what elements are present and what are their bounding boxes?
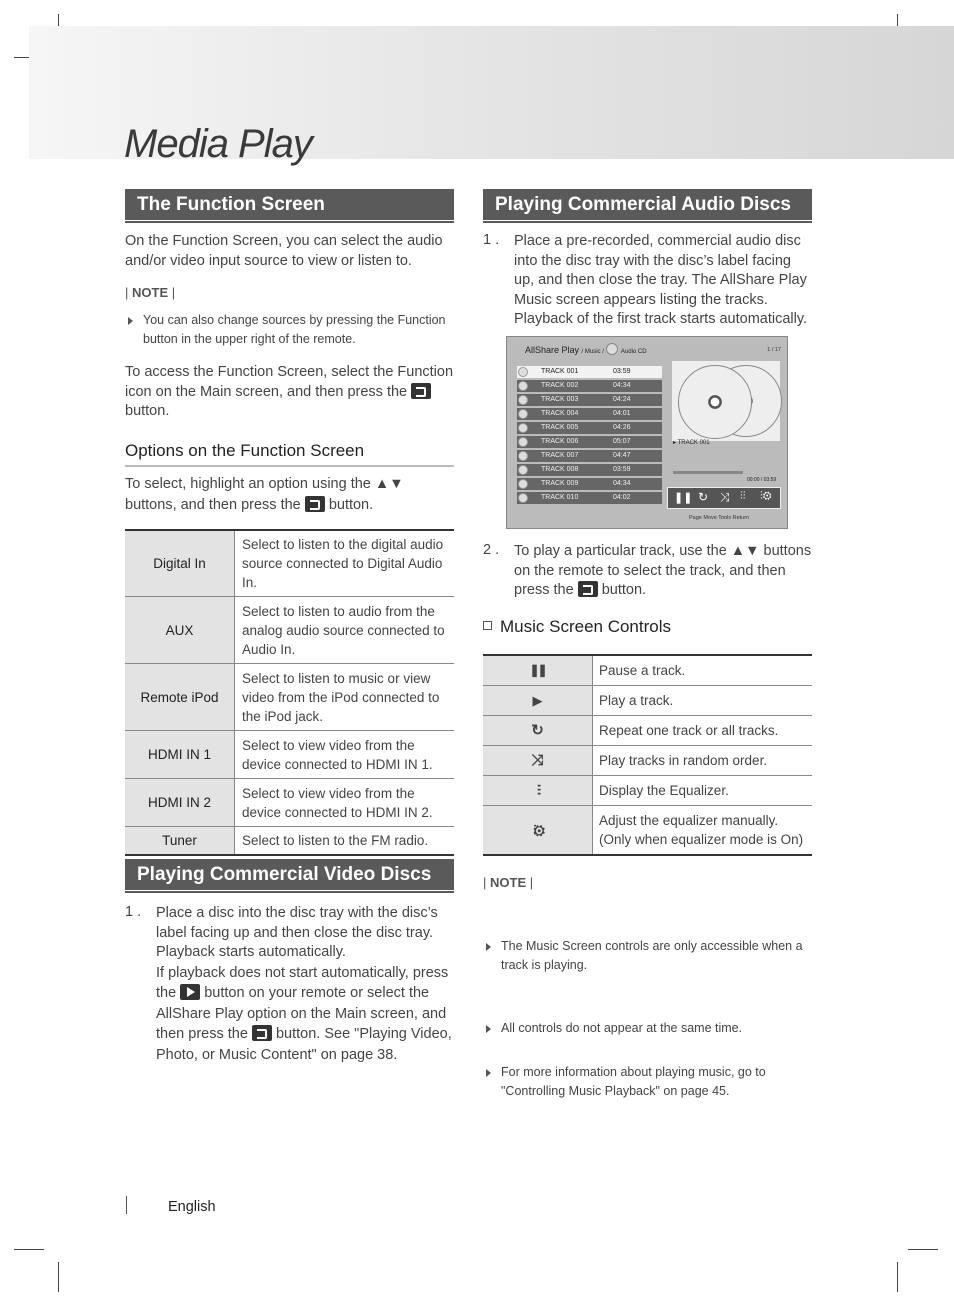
track-row[interactable]: [517, 366, 662, 378]
screenshot-footer: Page Move Tools Return: [689, 515, 750, 521]
music-controls-table: [483, 654, 812, 856]
disc-icon: [518, 423, 528, 433]
options-text: [125, 474, 425, 516]
footer-language: English: [168, 1199, 216, 1215]
equalizer-adjust-icon: ⫶⚙: [760, 490, 772, 502]
table-row: [125, 530, 454, 597]
control-desc: Pause a track.: [593, 655, 813, 686]
video-step-part2: [156, 963, 456, 1066]
option-name: Tuner: [125, 827, 235, 856]
video-discs-heading: Playing Commercial Video Discs: [125, 859, 454, 890]
option-desc: Select to view video from the device connected to HDMI IN 1.: [235, 731, 455, 779]
track-time: 04:34: [613, 480, 631, 487]
option-desc: Select to listen to the digital audio source connected to Digital Audio In.: [235, 530, 455, 597]
now-playing: ▸ TRACK 001: [673, 440, 710, 446]
table-row: [483, 746, 812, 776]
option-name: HDMI IN 2: [125, 779, 235, 827]
screenshot-title: [525, 343, 647, 355]
crop-mark: [14, 1249, 44, 1250]
table-row: [125, 779, 454, 827]
disc-icon: [606, 343, 618, 355]
track-row[interactable]: [517, 450, 662, 462]
crop-mark: [58, 1262, 59, 1292]
track-name: TRACK 008: [541, 466, 579, 473]
album-art: [672, 361, 780, 441]
track-time: 04:01: [613, 410, 631, 417]
note-label-text: NOTE: [132, 285, 169, 300]
enter-button-icon: [578, 581, 598, 597]
shuffle-icon: ⤨: [483, 746, 593, 776]
step-number: 1 .: [125, 904, 142, 920]
track-row[interactable]: [517, 394, 662, 406]
screenshot-path: / Music /: [581, 349, 604, 355]
option-desc: Select to listen to audio from the analog audio source connected to Audio In.: [235, 597, 455, 664]
screenshot-source: Audio CD: [620, 349, 647, 355]
track-time: 04:24: [613, 396, 631, 403]
note-item: The Music Screen controls are only accessible when a track is playing.: [483, 937, 831, 975]
note-item: You can also change sources by pressing the Function button in the upper right of the remote.: [125, 311, 473, 349]
track-row[interactable]: [517, 492, 662, 504]
control-desc: Repeat one track or all tracks.: [593, 716, 813, 746]
table-row: [125, 664, 454, 731]
disc-icon: [518, 367, 528, 377]
note-item: For more information about playing music, go to "Controlling Music Playback" on page 45.: [483, 1063, 831, 1101]
table-row: [483, 686, 812, 716]
table-row: [125, 827, 454, 856]
track-name: TRACK 001: [541, 368, 579, 375]
table-row: [483, 806, 812, 856]
track-time: 03:59: [613, 466, 631, 473]
option-desc: Select to listen to the FM radio.: [235, 827, 455, 856]
screenshot-page: 1 / 17: [767, 347, 781, 353]
crop-mark: [897, 1262, 898, 1292]
function-screen-heading: The Function Screen: [125, 189, 454, 220]
control-bar: [667, 487, 781, 509]
note-label: | NOTE |: [483, 875, 534, 890]
audio-step2-text: [514, 542, 812, 601]
video-step-text: [156, 904, 456, 1065]
function-intro: On the Function Screen, you can select the audio and/or video input source to view or listen to.: [125, 233, 443, 269]
note-label: | NOTE |: [125, 285, 176, 300]
enter-button-icon: [305, 496, 325, 512]
equalizer-icon: ⫶⫶: [740, 490, 746, 502]
progress-time: 00:00 / 03:59: [747, 477, 777, 483]
audio-discs-heading: Playing Commercial Audio Discs: [483, 189, 812, 220]
function-access-text: [125, 363, 455, 422]
video-step-2a: If playback does not start automatically, press the: [156, 964, 449, 1001]
play-button-icon: [180, 984, 200, 1000]
disc-icon: [518, 479, 528, 489]
track-time: 04:02: [613, 494, 631, 501]
track-row[interactable]: [517, 380, 662, 392]
function-options-table: [125, 529, 454, 856]
now-playing-track: TRACK 001: [677, 440, 710, 446]
track-name: TRACK 002: [541, 382, 579, 389]
disc-icon: [518, 465, 528, 475]
table-row: [483, 655, 812, 686]
cd-icon: [678, 365, 752, 439]
controls-heading: [483, 617, 671, 637]
repeat-icon: ↻: [483, 716, 593, 746]
disc-icon: [518, 409, 528, 419]
disc-icon: [518, 451, 528, 461]
audio-step2-before: To play a particular track, use the ▲▼ buttons on the remote to select the track, and then press the: [514, 543, 812, 598]
control-desc: Play a track.: [593, 686, 813, 716]
pause-icon: ❚❚: [674, 492, 693, 504]
table-row: [125, 731, 454, 779]
disc-icon: [518, 381, 528, 391]
control-desc-line1: Adjust the equalizer manually.: [599, 813, 779, 828]
enter-button-icon: [411, 383, 431, 399]
allshare-play-screenshot: [506, 336, 788, 529]
track-row[interactable]: [517, 478, 662, 490]
repeat-icon: ↻: [698, 490, 709, 504]
disc-icon: [518, 395, 528, 405]
table-row: [125, 597, 454, 664]
note-label-text: NOTE: [490, 875, 527, 890]
checkbox-bullet-icon: [483, 621, 492, 630]
footer-rule: [126, 1196, 127, 1214]
track-time: 03:59: [613, 368, 631, 375]
crop-mark: [908, 1249, 938, 1250]
video-step-part1: Place a disc into the disc tray with the disc’s label facing up and then close the disc tray. Playback starts automatically.: [156, 905, 438, 960]
option-name: HDMI IN 1: [125, 731, 235, 779]
track-time: 05:07: [613, 438, 631, 445]
track-time: 04:26: [613, 424, 631, 431]
step-number: 1 .: [483, 232, 500, 248]
progress-bar: [673, 471, 743, 474]
option-desc: Select to view video from the device connected to HDMI IN 2.: [235, 779, 455, 827]
track-name: TRACK 003: [541, 396, 579, 403]
track-name: TRACK 004: [541, 410, 579, 417]
video-step-2b: button on your remote or select the AllShare Play option on the Main screen, and then press the: [156, 985, 447, 1042]
audio-step1-text: Place a pre-recorded, commercial audio disc into the disc tray with the disc’s label facing up, and then close the tray. The AllShare Play Music screen appears listing the tracks. Playback of the first track starts automatically.: [514, 233, 808, 327]
options-text-after: button.: [328, 497, 374, 513]
option-name: Remote iPod: [125, 664, 235, 731]
track-name: TRACK 005: [541, 424, 579, 431]
option-name: Digital In: [125, 530, 235, 597]
control-desc: Play tracks in random order.: [593, 746, 813, 776]
screenshot-app-name: AllShare Play: [525, 345, 580, 355]
disc-icon: [518, 437, 528, 447]
control-desc: Display the Equalizer.: [593, 776, 813, 806]
track-time: 04:34: [613, 382, 631, 389]
options-heading-rule: [125, 465, 454, 467]
note-item: All controls do not appear at the same time.: [483, 1019, 831, 1038]
enter-button-icon: [252, 1025, 272, 1041]
options-text-before: To select, highlight an option using the ▲▼ buttons, and then press the: [125, 476, 404, 513]
access-text-after: button.: [125, 403, 170, 419]
step-number: 2 .: [483, 542, 500, 558]
track-name: TRACK 010: [541, 494, 579, 501]
controls-heading-text: Music Screen Controls: [500, 617, 672, 636]
control-desc-line2: (Only when equalizer mode is On): [599, 832, 804, 847]
table-row: [483, 716, 812, 746]
access-text-before: To access the Function Screen, select the Function icon on the Main screen, and then press the: [125, 364, 454, 400]
track-name: TRACK 007: [541, 452, 579, 459]
track-row[interactable]: [517, 422, 662, 434]
track-time: 04:47: [613, 452, 631, 459]
option-desc: Select to listen to music or view video from the iPod connected to the iPod jack.: [235, 664, 455, 731]
equalizer-adjust-icon: ⫶⚙: [483, 806, 593, 856]
audio-step2-after: button.: [601, 582, 647, 598]
pause-icon: ❚❚: [483, 655, 593, 686]
option-name: AUX: [125, 597, 235, 664]
equalizer-icon: ⫶⫶⫶: [483, 776, 593, 806]
disc-icon: [518, 493, 528, 503]
track-row[interactable]: [517, 464, 662, 476]
track-name: TRACK 009: [541, 480, 579, 487]
track-row[interactable]: [517, 436, 662, 448]
page-title: Media Play: [124, 122, 312, 166]
shuffle-icon: ⤨: [720, 490, 730, 504]
play-icon: ▶: [483, 686, 593, 716]
video-step-2c: button. See "Playing Video, Photo, or Music Content" on page 38.: [156, 1026, 452, 1063]
track-name: TRACK 006: [541, 438, 579, 445]
options-heading: Options on the Function Screen: [125, 441, 365, 460]
table-row: [483, 776, 812, 806]
control-desc: [593, 806, 813, 856]
track-row[interactable]: [517, 408, 662, 420]
